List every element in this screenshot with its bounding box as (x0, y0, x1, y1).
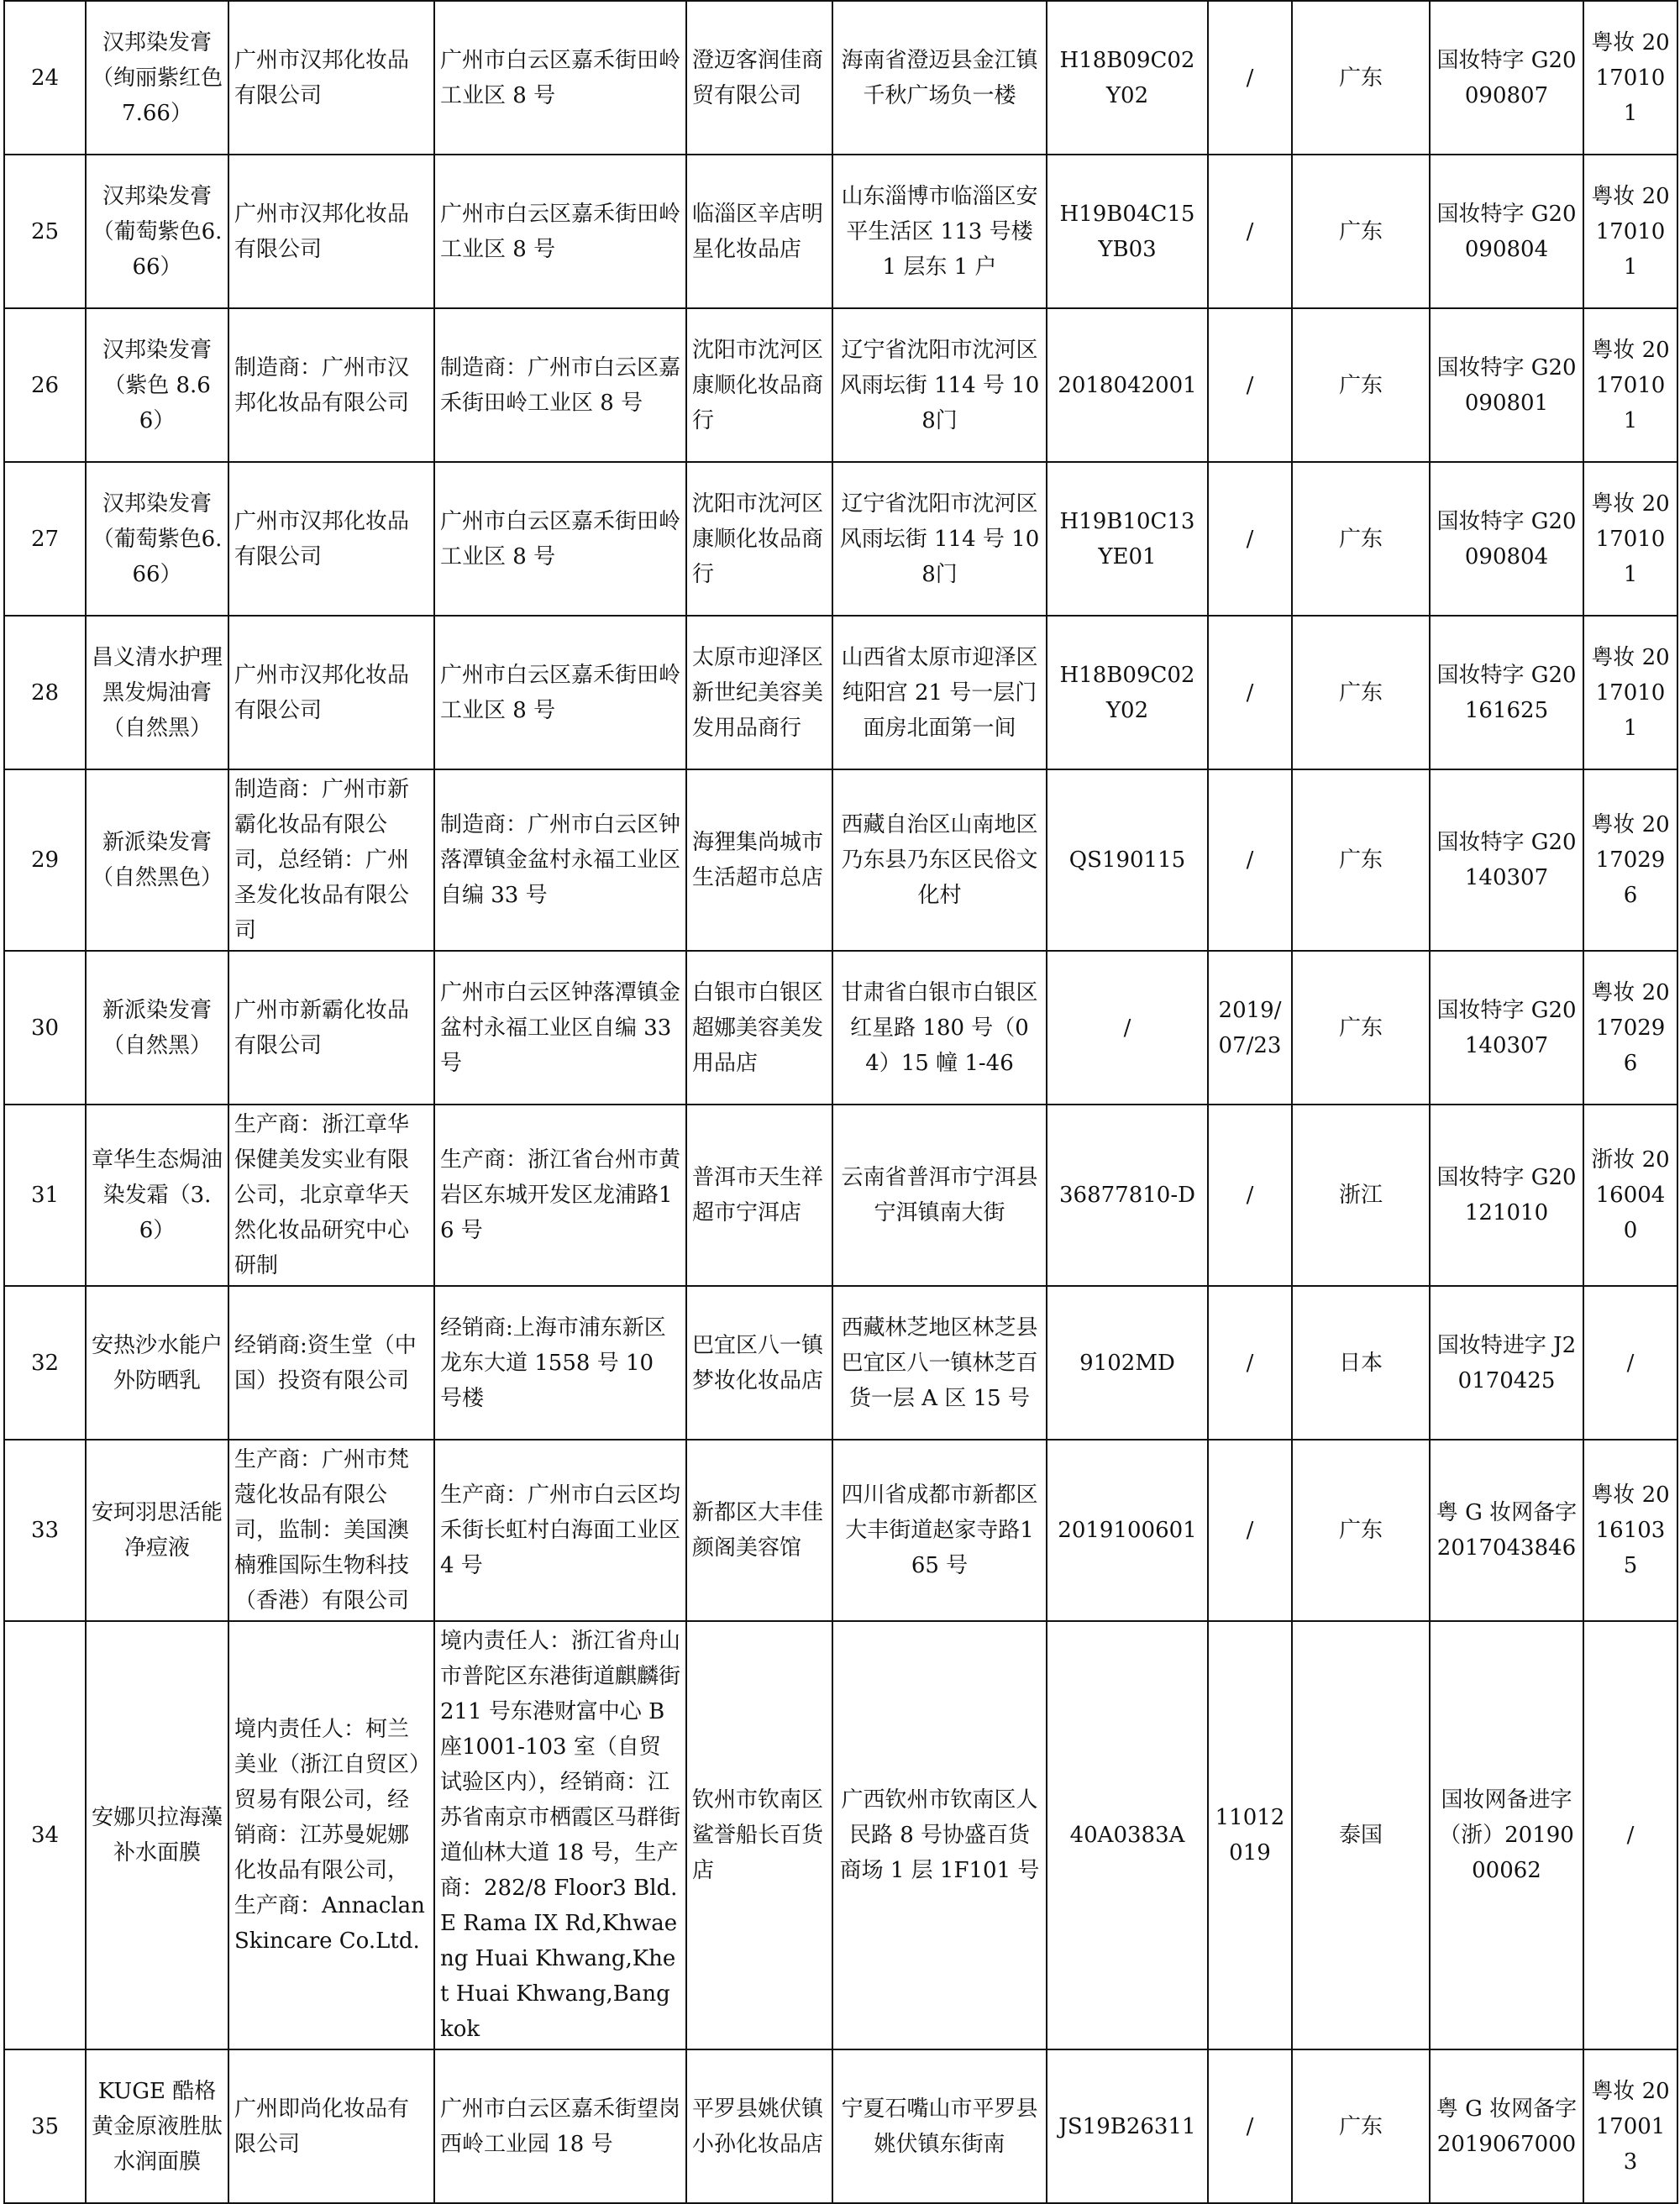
row-number-cell: 26 (4, 308, 86, 462)
producer-address-cell: 境内责任人：浙江省舟山市普陀区东港街道麒麟街211 号东港财富中心 B 座1001-103 室（自贸试验区内），经销商：江苏省南京市栖霞区马群街道仙林大道 18 号，生产商：282/8 Floor3 Bld.E Rama IX Rd,Khwaeng Huai Khwang,Khet Huai Khwang,Bangkok (434, 1621, 686, 2049)
seller-name-cell: 沈阳市沈河区康顺化妆品商行 (686, 308, 832, 462)
table-row (4, 1, 1677, 155)
producer-name-cell: 境内责任人：柯兰美业（浙江自贸区）贸易有限公司，经销商：江苏曼妮娜化妆品有限公司，生产商：Annaclan Skincare Co.Ltd. (228, 1621, 434, 2049)
table-row (4, 1286, 1677, 1440)
production-permit-cell: 粤妆 20170101 (1583, 1, 1677, 155)
product-name-cell: KUGE 酷格黄金原液胜肽水润面膜 (86, 2049, 228, 2203)
row-number-cell: 28 (4, 616, 86, 769)
table-row (4, 616, 1677, 769)
production-date-cell: / (1208, 616, 1292, 769)
seller-name-cell: 沈阳市沈河区康顺化妆品商行 (686, 462, 832, 616)
production-permit-cell: 粤妆 20170101 (1583, 462, 1677, 616)
production-date-cell: 11012019 (1208, 1621, 1292, 2049)
table-row (4, 2049, 1677, 2203)
product-name-cell: 新派染发膏（自然黑色） (86, 769, 228, 951)
origin-cell: 广东 (1292, 1440, 1430, 1621)
row-number-cell: 24 (4, 1, 86, 155)
table-row (4, 462, 1677, 616)
producer-name-cell: 生产商：广州市梵蔻化妆品有限公司，监制：美国澳楠雅国际生物科技（香港）有限公司 (228, 1440, 434, 1621)
origin-cell: 广东 (1292, 155, 1430, 308)
producer-address-cell: 生产商：广州市白云区均禾街长虹村白海面工业区4 号 (434, 1440, 686, 1621)
seller-name-cell: 钦州市钦南区鲨誉船长百货店 (686, 1621, 832, 2049)
seller-address-cell: 山西省太原市迎泽区纯阳宫 21 号一层门面房北面第一间 (832, 616, 1047, 769)
production-date-cell: / (1208, 462, 1292, 616)
origin-cell: 广东 (1292, 308, 1430, 462)
product-name-cell: 汉邦染发膏（葡萄紫色6.66） (86, 462, 228, 616)
product-name-cell: 安娜贝拉海藻补水面膜 (86, 1621, 228, 2049)
batch-number-cell: H18B09C02Y02 (1047, 616, 1208, 769)
production-date-cell: / (1208, 769, 1292, 951)
producer-name-cell: 广州市新霸化妆品有限公司 (228, 951, 434, 1105)
production-date-cell: / (1208, 308, 1292, 462)
license-number-cell: 国妆特字 G20090804 (1430, 155, 1583, 308)
seller-address-cell: 辽宁省沈阳市沈河区风雨坛街 114 号 108门 (832, 462, 1047, 616)
production-date-cell: 2019/07/23 (1208, 951, 1292, 1105)
license-number-cell: 国妆特进字 J20170425 (1430, 1286, 1583, 1440)
seller-name-cell: 平罗县姚伏镇小孙化妆品店 (686, 2049, 832, 2203)
production-permit-cell: 粤妆 20170101 (1583, 308, 1677, 462)
producer-address-cell: 制造商：广州市白云区嘉禾街田岭工业区 8 号 (434, 308, 686, 462)
origin-cell: 广东 (1292, 1, 1430, 155)
origin-cell: 广东 (1292, 769, 1430, 951)
batch-number-cell: H18B09C02Y02 (1047, 1, 1208, 155)
producer-name-cell: 广州市汉邦化妆品有限公司 (228, 155, 434, 308)
license-number-cell: 国妆特字 G20161625 (1430, 616, 1583, 769)
seller-name-cell: 新都区大丰佳颜阁美容馆 (686, 1440, 832, 1621)
license-number-cell: 国妆特字 G20121010 (1430, 1105, 1583, 1286)
license-number-cell: 国妆特字 G20140307 (1430, 769, 1583, 951)
seller-address-cell: 海南省澄迈县金江镇千秋广场负一楼 (832, 1, 1047, 155)
product-name-cell: 汉邦染发膏（紫色 8.66） (86, 308, 228, 462)
production-permit-cell: 浙妆 20160040 (1583, 1105, 1677, 1286)
producer-name-cell: 广州即尚化妆品有限公司 (228, 2049, 434, 2203)
seller-name-cell: 太原市迎泽区新世纪美容美发用品商行 (686, 616, 832, 769)
seller-name-cell: 澄迈客润佳商贸有限公司 (686, 1, 832, 155)
production-date-cell: / (1208, 1, 1292, 155)
seller-address-cell: 西藏林芝地区林芝县巴宜区八一镇林芝百货一层 A 区 15 号 (832, 1286, 1047, 1440)
product-name-cell: 安热沙水能户外防晒乳 (86, 1286, 228, 1440)
origin-cell: 泰国 (1292, 1621, 1430, 2049)
batch-number-cell: 2019100601 (1047, 1440, 1208, 1621)
producer-address-cell: 经销商:上海市浦东新区龙东大道 1558 号 10 号楼 (434, 1286, 686, 1440)
origin-cell: 广东 (1292, 616, 1430, 769)
seller-address-cell: 四川省成都市新都区大丰街道赵家寺路165 号 (832, 1440, 1047, 1621)
batch-number-cell: QS190115 (1047, 769, 1208, 951)
license-number-cell: 国妆特字 G20090807 (1430, 1, 1583, 155)
batch-number-cell: 36877810-D (1047, 1105, 1208, 1286)
production-permit-cell: / (1583, 1286, 1677, 1440)
seller-address-cell: 云南省普洱市宁洱县宁洱镇南大街 (832, 1105, 1047, 1286)
producer-address-cell: 广州市白云区嘉禾街望岗西岭工业园 18 号 (434, 2049, 686, 2203)
batch-number-cell: H19B10C13YE01 (1047, 462, 1208, 616)
license-number-cell: 国妆特字 G20090801 (1430, 308, 1583, 462)
license-number-cell: 国妆网备进字（浙）2019000062 (1430, 1621, 1583, 2049)
table-row (4, 155, 1677, 308)
row-number-cell: 32 (4, 1286, 86, 1440)
origin-cell: 广东 (1292, 462, 1430, 616)
license-number-cell: 粤 G 妆网备字 2019067000 (1430, 2049, 1583, 2203)
seller-address-cell: 山东淄博市临淄区安平生活区 113 号楼 1 层东 1 户 (832, 155, 1047, 308)
license-number-cell: 国妆特字 G20140307 (1430, 951, 1583, 1105)
license-number-cell: 粤 G 妆网备字 2017043846 (1430, 1440, 1583, 1621)
seller-address-cell: 辽宁省沈阳市沈河区风雨坛街 114 号 108门 (832, 308, 1047, 462)
row-number-cell: 35 (4, 2049, 86, 2203)
table-row (4, 1621, 1677, 2049)
producer-address-cell: 广州市白云区嘉禾街田岭工业区 8 号 (434, 155, 686, 308)
producer-name-cell: 制造商：广州市新霸化妆品有限公司，总经销：广州圣发化妆品有限公司 (228, 769, 434, 951)
row-number-cell: 34 (4, 1621, 86, 2049)
product-name-cell: 汉邦染发膏（葡萄紫色6.66） (86, 155, 228, 308)
row-number-cell: 31 (4, 1105, 86, 1286)
seller-name-cell: 普洱市天生祥超市宁洱店 (686, 1105, 832, 1286)
seller-address-cell: 广西钦州市钦南区人民路 8 号协盛百货商场 1 层 1F101 号 (832, 1621, 1047, 2049)
batch-number-cell: H19B04C15YB03 (1047, 155, 1208, 308)
row-number-cell: 25 (4, 155, 86, 308)
batch-number-cell: 40A0383A (1047, 1621, 1208, 2049)
origin-cell: 广东 (1292, 2049, 1430, 2203)
producer-address-cell: 广州市白云区嘉禾街田岭工业区 8 号 (434, 616, 686, 769)
origin-cell: 浙江 (1292, 1105, 1430, 1286)
producer-name-cell: 经销商:资生堂（中国）投资有限公司 (228, 1286, 434, 1440)
row-number-cell: 29 (4, 769, 86, 951)
seller-name-cell: 白银市白银区超娜美容美发用品店 (686, 951, 832, 1105)
product-name-cell: 章华生态焗油染发霜（3.6） (86, 1105, 228, 1286)
seller-name-cell: 巴宜区八一镇梦妆化妆品店 (686, 1286, 832, 1440)
producer-name-cell: 广州市汉邦化妆品有限公司 (228, 462, 434, 616)
batch-number-cell: 9102MD (1047, 1286, 1208, 1440)
production-permit-cell: 粤妆 20170101 (1583, 155, 1677, 308)
production-permit-cell: 粤妆 20170013 (1583, 2049, 1677, 2203)
table-row (4, 769, 1677, 951)
seller-address-cell: 甘肃省白银市白银区红星路 180 号（04）15 幢 1-46 (832, 951, 1047, 1105)
batch-number-cell: 2018042001 (1047, 308, 1208, 462)
production-date-cell: / (1208, 1105, 1292, 1286)
table-row (4, 1440, 1677, 1621)
production-permit-cell: / (1583, 1621, 1677, 2049)
row-number-cell: 33 (4, 1440, 86, 1621)
row-number-cell: 27 (4, 462, 86, 616)
production-permit-cell: 粤妆 20161035 (1583, 1440, 1677, 1621)
product-name-cell: 新派染发膏（自然黑） (86, 951, 228, 1105)
production-permit-cell: 粤妆 20170101 (1583, 616, 1677, 769)
production-permit-cell: 粤妆 20170296 (1583, 769, 1677, 951)
producer-address-cell: 生产商：浙江省台州市黄岩区东城开发区龙浦路16 号 (434, 1105, 686, 1286)
producer-name-cell: 制造商：广州市汉邦化妆品有限公司 (228, 308, 434, 462)
production-permit-cell: 粤妆 20170296 (1583, 951, 1677, 1105)
production-date-cell: / (1208, 1286, 1292, 1440)
producer-name-cell: 广州市汉邦化妆品有限公司 (228, 1, 434, 155)
seller-name-cell: 海狸集尚城市生活超市总店 (686, 769, 832, 951)
producer-address-cell: 制造商：广州市白云区钟落潭镇金盆村永福工业区自编 33 号 (434, 769, 686, 951)
origin-cell: 日本 (1292, 1286, 1430, 1440)
batch-number-cell: / (1047, 951, 1208, 1105)
producer-name-cell: 广州市汉邦化妆品有限公司 (228, 616, 434, 769)
table-body (4, 1, 1677, 2203)
production-date-cell: / (1208, 1440, 1292, 1621)
origin-cell: 广东 (1292, 951, 1430, 1105)
seller-address-cell: 宁夏石嘴山市平罗县姚伏镇东街南 (832, 2049, 1047, 2203)
seller-address-cell: 西藏自治区山南地区乃东县乃东区民俗文化村 (832, 769, 1047, 951)
table-row (4, 1105, 1677, 1286)
production-date-cell: / (1208, 155, 1292, 308)
batch-number-cell: JS19B26311 (1047, 2049, 1208, 2203)
product-table (3, 0, 1678, 2204)
production-date-cell: / (1208, 2049, 1292, 2203)
producer-address-cell: 广州市白云区嘉禾街田岭工业区 8 号 (434, 462, 686, 616)
producer-address-cell: 广州市白云区嘉禾街田岭工业区 8 号 (434, 1, 686, 155)
seller-name-cell: 临淄区辛店明星化妆品店 (686, 155, 832, 308)
producer-address-cell: 广州市白云区钟落潭镇金盆村永福工业区自编 33号 (434, 951, 686, 1105)
product-name-cell: 汉邦染发膏（绚丽紫红色7.66） (86, 1, 228, 155)
product-name-cell: 安珂羽思活能净痘液 (86, 1440, 228, 1621)
row-number-cell: 30 (4, 951, 86, 1105)
product-name-cell: 昌义清水护理黑发焗油膏（自然黑） (86, 616, 228, 769)
table-row (4, 951, 1677, 1105)
table-row (4, 308, 1677, 462)
producer-name-cell: 生产商：浙江章华保健美发实业有限公司，北京章华天然化妆品研究中心研制 (228, 1105, 434, 1286)
license-number-cell: 国妆特字 G20090804 (1430, 462, 1583, 616)
